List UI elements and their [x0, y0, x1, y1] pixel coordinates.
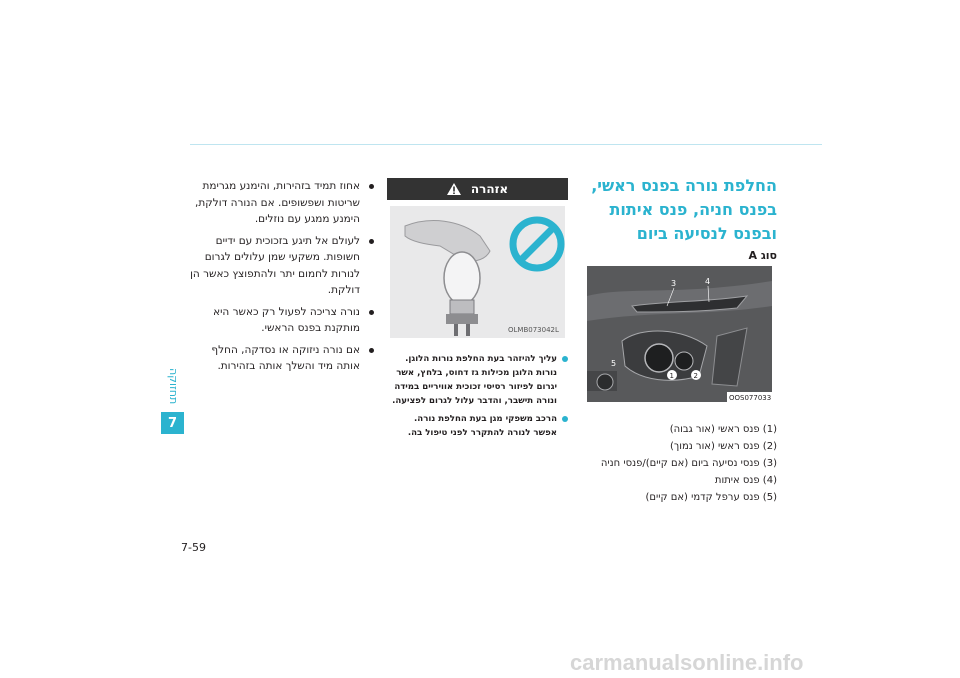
- warning-list: [388, 352, 568, 444]
- bullet-icon: [369, 348, 374, 353]
- callout-2: 2: [693, 372, 698, 380]
- photo-code: OOS077033: [729, 394, 772, 402]
- legend-item: (4) פנס איתות: [714, 475, 777, 486]
- section-title: החלפת נורה בפנס ראשי, בפנס חניה, פנס איתות ובפנס לנסיעה ביום: [591, 176, 777, 243]
- chapter-number-badge: 7: [161, 412, 184, 434]
- warning-heading: אזהרה: [470, 182, 509, 196]
- bullet-icon: [369, 239, 374, 244]
- bullet-icon: [562, 356, 568, 362]
- chapter-side-label: תחזוקה: [167, 367, 180, 405]
- legend-item: (1) פנס ראשי (אור גבוה): [669, 424, 777, 435]
- warning-item: עליך להיזהר בעת החלפת נורות הלוגן. נורות הלוגן מכילות גז דחוס, בלחץ, אשר יגרום לפיזור רסיסי זכוכית אוויריים במידה ונורה תישבר, והדבר עלול לגרום לפציעה.: [388, 352, 568, 408]
- warning-triangle-icon: [447, 183, 461, 195]
- legend-item: (2) פנס ראשי (אור נמוך): [669, 441, 777, 452]
- headlamp-diagram-icon: [587, 266, 772, 402]
- legend-item: (3) פנסי נסיעה ביום (אם קיים)/פנסי חניה: [600, 458, 777, 469]
- legend-item: (5) פנס ערפל קדמי (אם קיים): [645, 492, 777, 503]
- note-item: נורה צריכה לפעול רק כאשר היא מותקנת בפנס הראשי.: [186, 304, 376, 337]
- notes-list: [186, 178, 376, 380]
- headlamp-photo: [587, 266, 772, 402]
- type-label: סוג A: [748, 249, 777, 262]
- bullet-icon: [369, 310, 374, 315]
- warning-image-code: OLMB073042L: [508, 326, 559, 334]
- bulb-hand-icon: [390, 206, 565, 338]
- note-item: לעולם אל תיגע בזכוכית עם ידיים חשופות. משקעי שמן עלולים לגרום לנורות לחמום יתר ולהתפוצץ כאשר הן דולקת.: [186, 233, 376, 299]
- callout-5: 5: [611, 359, 617, 368]
- legend-list: [566, 421, 777, 506]
- header-rule: [190, 144, 822, 145]
- note-item: אחוז תמיד בזהירות, והימנע מגרימת שריטות ושפשופים. אם הנורה דולקת, הימנע ממגע עם נוזלים.: [186, 178, 376, 228]
- warning-header: [387, 178, 568, 200]
- page-number: 7-59: [181, 541, 206, 554]
- callout-3: 3: [671, 279, 677, 288]
- warning-item: הרכב משפקי מגן בעת החלפת נורה. אפשר לנורה להתקרר לפני טיפול בה.: [388, 412, 568, 440]
- bullet-icon: [369, 184, 374, 189]
- no-touch-bulb-illustration: [390, 206, 565, 338]
- callout-4: 4: [705, 277, 711, 286]
- callout-1: 1: [669, 372, 674, 380]
- note-item: אם נורה ניזוקה או נסדקה, החלף אותה מיד והשלך אותה בזהירות.: [186, 342, 376, 375]
- watermark: carmanualsonline.info: [570, 650, 804, 675]
